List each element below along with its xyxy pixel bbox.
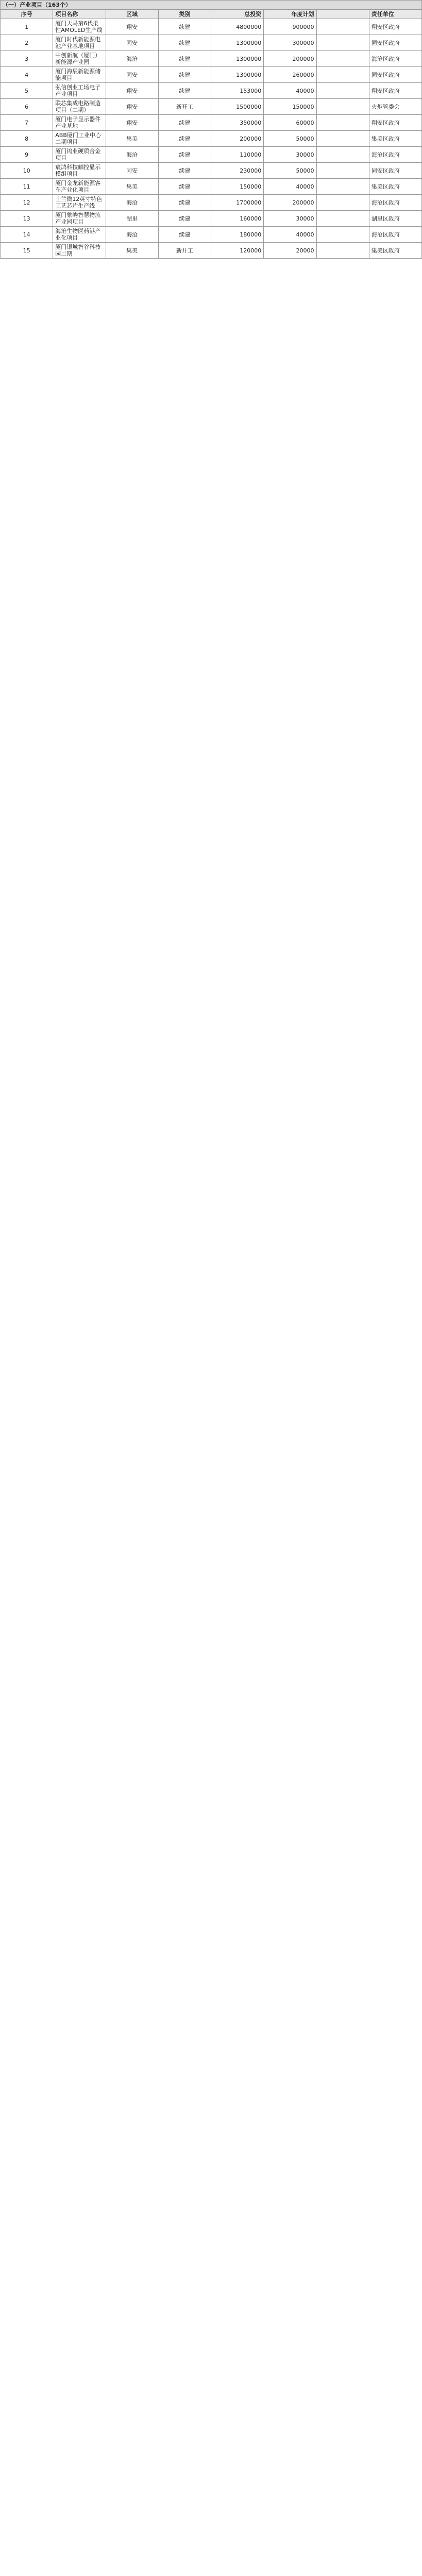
row-plan: 260000 [264, 67, 316, 83]
table-row [1, 19, 422, 35]
row-no: 6 [1, 99, 53, 115]
row-no: 3 [1, 51, 53, 67]
table-row [1, 83, 422, 99]
row-empty [316, 115, 369, 131]
row-name: 厦门时代新能源电池产业基地项目 [53, 35, 106, 51]
row-name: 厦门海辰新能源储能项目 [53, 67, 106, 83]
row-plan: 60000 [264, 115, 316, 131]
row-empty [316, 67, 369, 83]
row-total: 1300000 [211, 67, 264, 83]
row-total: 230000 [211, 163, 264, 179]
table-row [1, 211, 422, 227]
row-no: 9 [1, 147, 53, 163]
row-no: 10 [1, 163, 53, 179]
row-empty [316, 147, 369, 163]
table-row [1, 67, 422, 83]
row-area: 翔安 [106, 83, 158, 99]
row-name: 厦门象屿智慧物流产业园项目 [53, 211, 106, 227]
row-unit: 海沧区政府 [369, 195, 421, 211]
row-total: 120000 [211, 243, 264, 259]
row-name: 厦门钨业硬质合金项目 [53, 147, 106, 163]
row-unit: 湖里区政府 [369, 211, 421, 227]
row-unit: 海沧区政府 [369, 51, 421, 67]
row-area: 海沧 [106, 147, 158, 163]
row-plan: 40000 [264, 83, 316, 99]
table-row [1, 243, 422, 259]
row-total: 1500000 [211, 99, 264, 115]
row-no: 14 [1, 227, 53, 243]
table-row [1, 227, 422, 243]
row-unit: 同安区政府 [369, 163, 421, 179]
table-row [1, 35, 422, 51]
row-total: 350000 [211, 115, 264, 131]
row-empty [316, 195, 369, 211]
row-unit: 翔安区政府 [369, 115, 421, 131]
row-area: 翔安 [106, 115, 158, 131]
row-area: 同安 [106, 67, 158, 83]
header-type: 类别 [158, 10, 211, 19]
row-type: 续建 [158, 147, 211, 163]
table-row [1, 99, 422, 115]
row-empty [316, 99, 369, 115]
row-name: 中创新航（厦门）新能源产业园 [53, 51, 106, 67]
row-area: 海沧 [106, 195, 158, 211]
row-empty [316, 35, 369, 51]
row-no: 13 [1, 211, 53, 227]
table-row [1, 179, 422, 195]
table-row [1, 51, 422, 67]
row-total: 1700000 [211, 195, 264, 211]
header-plan: 年度计划 [264, 10, 316, 19]
table-body [1, 19, 422, 259]
row-name: 弘信创业工场电子产业项目 [53, 83, 106, 99]
row-unit: 同安区政府 [369, 67, 421, 83]
header-area: 区域 [106, 10, 158, 19]
row-plan: 50000 [264, 131, 316, 147]
header-row [1, 10, 422, 19]
row-total: 180000 [211, 227, 264, 243]
row-no: 11 [1, 179, 53, 195]
row-plan: 30000 [264, 147, 316, 163]
row-plan: 50000 [264, 163, 316, 179]
row-no: 2 [1, 35, 53, 51]
row-type: 续建 [158, 163, 211, 179]
row-name: 联芯集成电路制造项目（二期） [53, 99, 106, 115]
row-area: 湖里 [106, 211, 158, 227]
section-title: （一）产业项目（163个） [1, 1, 422, 10]
project-table [0, 0, 422, 259]
row-empty [316, 131, 369, 147]
row-area: 海沧 [106, 227, 158, 243]
row-total: 200000 [211, 131, 264, 147]
row-name: 厦门银城智谷科技园二期 [53, 243, 106, 259]
row-type: 续建 [158, 51, 211, 67]
row-type: 续建 [158, 195, 211, 211]
row-area: 翔安 [106, 19, 158, 35]
row-type: 新开工 [158, 99, 211, 115]
row-area: 集美 [106, 131, 158, 147]
row-total: 110000 [211, 147, 264, 163]
row-name: ABB厦门工业中心二期项目 [53, 131, 106, 147]
row-plan: 900000 [264, 19, 316, 35]
table-row [1, 131, 422, 147]
section-title-row [1, 1, 422, 10]
row-total: 153000 [211, 83, 264, 99]
row-name: 士兰微12英寸特色工艺芯片生产线 [53, 195, 106, 211]
row-plan: 40000 [264, 227, 316, 243]
row-unit: 集美区政府 [369, 179, 421, 195]
row-plan: 30000 [264, 211, 316, 227]
row-plan: 40000 [264, 179, 316, 195]
header-unit: 责任单位 [369, 10, 421, 19]
header-empty [316, 10, 369, 19]
table-row [1, 195, 422, 211]
row-no: 12 [1, 195, 53, 211]
row-name: 厦门电子显示器件产业基地 [53, 115, 106, 131]
row-unit: 海沧区政府 [369, 227, 421, 243]
row-area: 海沧 [106, 51, 158, 67]
row-empty [316, 211, 369, 227]
header-no: 序号 [1, 10, 53, 19]
row-plan: 150000 [264, 99, 316, 115]
row-empty [316, 51, 369, 67]
row-name: 厦门金龙新能源客车产业化项目 [53, 179, 106, 195]
row-empty [316, 243, 369, 259]
row-empty [316, 227, 369, 243]
row-type: 续建 [158, 83, 211, 99]
header-total: 总投资 [211, 10, 264, 19]
row-total: 4800000 [211, 19, 264, 35]
row-plan: 200000 [264, 195, 316, 211]
row-name: 宸鸿科技触控显示模组项目 [53, 163, 106, 179]
row-area: 集美 [106, 243, 158, 259]
row-plan: 200000 [264, 51, 316, 67]
row-unit: 集美区政府 [369, 243, 421, 259]
row-empty [316, 83, 369, 99]
row-no: 1 [1, 19, 53, 35]
table-row [1, 147, 422, 163]
table-row [1, 115, 422, 131]
row-unit: 海沧区政府 [369, 147, 421, 163]
row-empty [316, 179, 369, 195]
row-no: 8 [1, 131, 53, 147]
row-type: 续建 [158, 115, 211, 131]
row-name: 海沧生物医药港产业化项目 [53, 227, 106, 243]
row-total: 160000 [211, 211, 264, 227]
row-type: 续建 [158, 179, 211, 195]
row-total: 150000 [211, 179, 264, 195]
row-name: 厦门天马第6代柔性AMOLED生产线 [53, 19, 106, 35]
row-type: 续建 [158, 19, 211, 35]
row-plan: 300000 [264, 35, 316, 51]
row-no: 7 [1, 115, 53, 131]
row-unit: 集美区政府 [369, 131, 421, 147]
row-area: 同安 [106, 163, 158, 179]
row-total: 1300000 [211, 35, 264, 51]
row-empty [316, 163, 369, 179]
header-name: 项目名称 [53, 10, 106, 19]
row-empty [316, 19, 369, 35]
row-area: 翔安 [106, 99, 158, 115]
row-area: 同安 [106, 35, 158, 51]
row-type: 新开工 [158, 243, 211, 259]
row-no: 4 [1, 67, 53, 83]
row-no: 5 [1, 83, 53, 99]
row-unit: 同安区政府 [369, 35, 421, 51]
spreadsheet [0, 0, 422, 259]
row-unit: 翔安区政府 [369, 19, 421, 35]
row-unit: 翔安区政府 [369, 83, 421, 99]
row-area: 集美 [106, 179, 158, 195]
row-type: 续建 [158, 67, 211, 83]
row-plan: 20000 [264, 243, 316, 259]
table-row [1, 163, 422, 179]
row-no: 15 [1, 243, 53, 259]
row-type: 续建 [158, 211, 211, 227]
row-type: 续建 [158, 35, 211, 51]
row-type: 续建 [158, 131, 211, 147]
row-total: 1300000 [211, 51, 264, 67]
row-unit: 火炬管委会 [369, 99, 421, 115]
row-type: 续建 [158, 227, 211, 243]
